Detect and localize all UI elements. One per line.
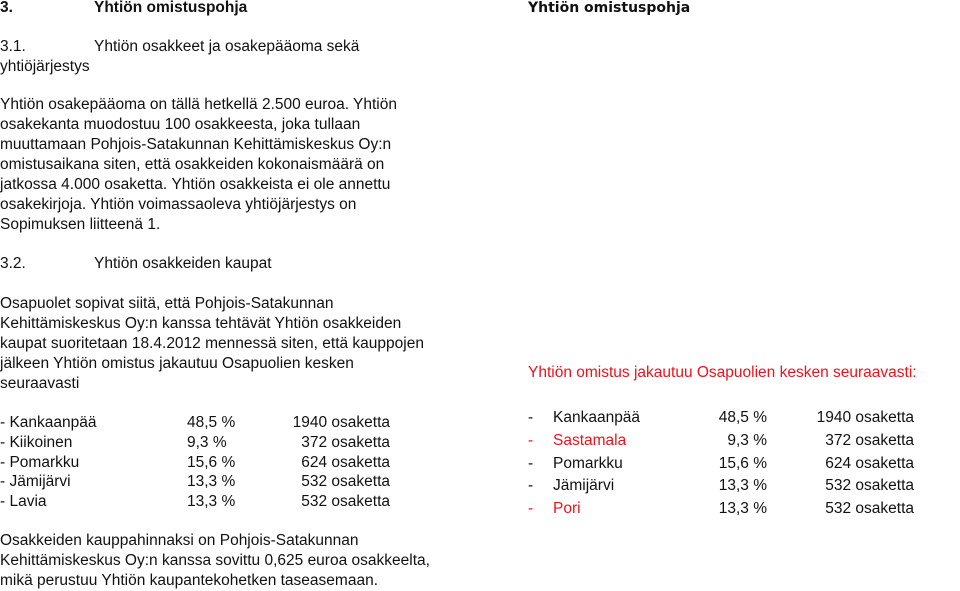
owner-percentage: 9,3 % <box>187 434 227 451</box>
owner-name: - Pomarkku <box>0 454 80 471</box>
text-line: seuraavasti <box>0 375 80 392</box>
section-number: 3. <box>0 0 13 16</box>
owner-shares: 372 osaketta <box>301 434 390 451</box>
owner-percentage: 48,5 % <box>718 409 767 426</box>
owner-name: - Jämijärvi <box>0 473 71 490</box>
bullet-dash: - <box>528 500 534 517</box>
right-intro: Yhtiön omistus jakautuu Osapuolien kesken seuraavasti: <box>528 364 917 381</box>
text-line: Kehittämiskeskus Oy:n kanssa sovittu 0,625 euroa osakkeelta, <box>0 552 430 569</box>
owner-shares: 532 osaketta <box>301 473 390 490</box>
owner-percentage: 15,6 % <box>187 454 236 471</box>
bullet-dash: - <box>528 409 534 426</box>
bullet-dash: - <box>528 432 534 449</box>
subsection-1-number: 3.1. <box>0 38 26 55</box>
owner-shares: 1940 osaketta <box>816 409 914 426</box>
owner-percentage: 48,5 % <box>187 414 236 431</box>
text-line: jatkossa 4.000 osakettа. Yhtiön osakkeista ei ole annettu <box>0 176 391 193</box>
owner-percentage: 13,3 % <box>718 500 767 517</box>
text-line: Kehittämiskeskus Oy:n kanssa tehtävät Yhtiön osakkeiden <box>0 315 402 332</box>
text-line: jälkeen Yhtiön omistus jakautuu Osapuolien kesken <box>0 355 354 372</box>
text-line: Osakkeiden kauppahinnaksi on Pohjois-Satakunnan <box>0 532 359 549</box>
text-line: Sopimuksen liitteenä 1. <box>0 216 161 233</box>
text-line: omistusaikana siten, että osakkeiden kokonaismäärä on <box>0 156 385 173</box>
text-line: muuttamaan Pohjois-Satakunnan Kehittämiskeskus Oy:n <box>0 136 392 153</box>
owner-shares: 532 osaketta <box>825 477 914 494</box>
text-line: Yhtiön osakepääoma on tällä hetkellä 2.500 euroa. Yhtiön <box>0 96 397 113</box>
owner-shares: 624 osaketta <box>825 455 914 472</box>
owner-name: Jämijärvi <box>553 477 615 494</box>
owner-shares: 532 osaketta <box>825 500 914 517</box>
owner-name: Pori <box>553 500 581 517</box>
owner-shares: 532 osaketta <box>301 493 390 510</box>
bullet-dash: - <box>528 477 534 494</box>
owner-shares: 372 osaketta <box>825 432 914 449</box>
owner-percentage: 15,6 % <box>718 455 767 472</box>
text-line: mikä perustuu Yhtiön kaupantekohetken taseasemaan. <box>0 572 378 589</box>
owner-percentage: 13,3 % <box>187 473 236 490</box>
text-line: osakekanta muodostuu 100 osakkeesta, joka tullaan <box>0 116 361 133</box>
bullet-dash: - <box>528 455 534 472</box>
owner-name: - Lavia <box>0 493 47 510</box>
owner-name: - Kankaanpää <box>0 414 97 431</box>
text-line: kaupat suoritetaan 18.4.2012 mennessä siten, että kauppojen <box>0 335 424 352</box>
text-line: Osapuolet sopivat siitä, että Pohjois-Satakunnan <box>0 295 334 312</box>
text-line: osakekirjoja. Yhtiön voimassaoleva yhtiöjärjestys on <box>0 196 357 213</box>
section-title: Yhtiön omistuspohja <box>94 0 248 16</box>
owner-shares: 1940 osaketta <box>292 414 390 431</box>
owner-percentage: 9,3 % <box>727 432 767 449</box>
subsection-2-number: 3.2. <box>0 255 26 272</box>
owner-shares: 624 osaketta <box>301 454 390 471</box>
owner-name: Kankaanpää <box>553 409 641 426</box>
subsection-2-title: Yhtiön osakkeiden kaupat <box>94 255 272 272</box>
subsection-1-title-cont: yhtiöjärjestys <box>0 58 90 75</box>
owner-name: - Kiikoinen <box>0 434 73 451</box>
owner-percentage: 13,3 % <box>187 493 236 510</box>
right-heading: Yhtiön omistuspohja <box>528 0 691 16</box>
owner-name: Pomarkku <box>553 455 623 472</box>
owner-percentage: 13,3 % <box>718 477 767 494</box>
subsection-1-title: Yhtiön osakkeet ja osakepääoma sekä <box>94 38 360 55</box>
owner-name: Sastamala <box>553 432 627 449</box>
